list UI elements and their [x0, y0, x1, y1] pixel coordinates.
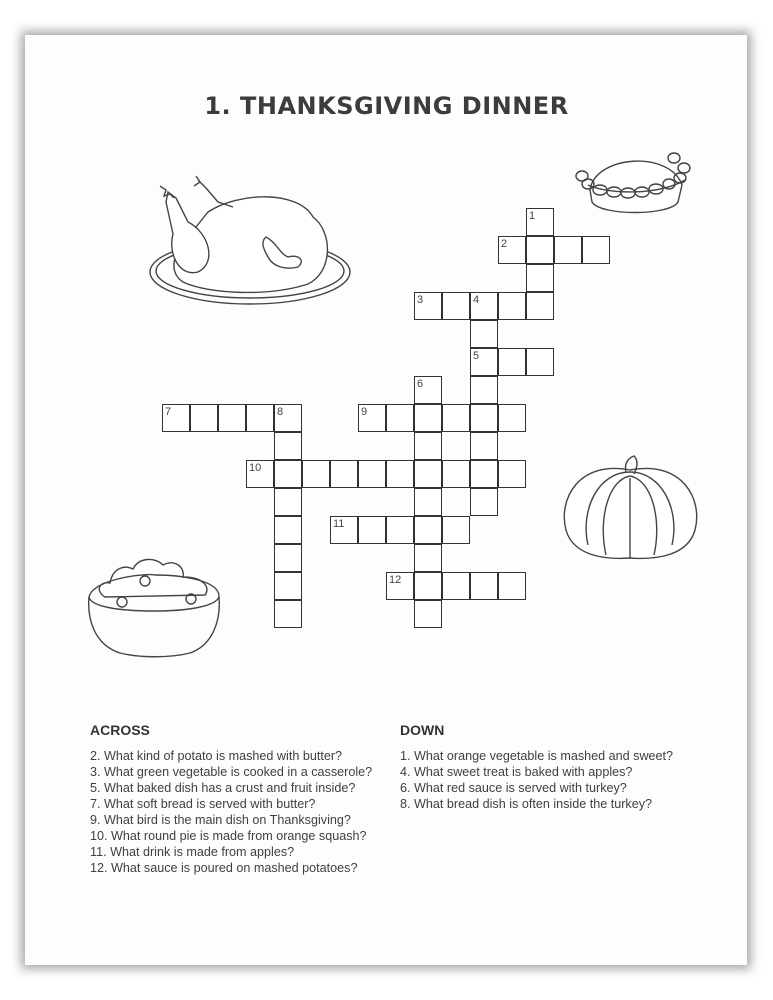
clue-number: 10.: [90, 829, 108, 843]
clue-number: 4.: [400, 765, 411, 779]
down-clue: [400, 748, 700, 764]
clue-text: What bread dish is often inside the turkey?: [414, 797, 653, 811]
crossword-cell[interactable]: [358, 516, 386, 544]
crossword-cell[interactable]: [414, 432, 442, 460]
down-clue: [400, 780, 700, 796]
crossword-cell[interactable]: [470, 404, 498, 432]
crossword-cell[interactable]: [358, 404, 386, 432]
clue-text: What orange vegetable is mashed and sweet?: [414, 749, 674, 763]
clue-number: 7: [165, 406, 172, 418]
crossword-cell[interactable]: [246, 404, 274, 432]
clue-number: 5: [473, 350, 480, 362]
crossword-cell[interactable]: [526, 208, 554, 236]
crossword-cell[interactable]: [498, 460, 526, 488]
crossword-cell[interactable]: [470, 572, 498, 600]
crossword-cell[interactable]: [274, 404, 302, 432]
across-clue: [90, 844, 390, 860]
crossword-cell[interactable]: [414, 516, 442, 544]
crossword-cell[interactable]: [274, 516, 302, 544]
crossword-cell[interactable]: [470, 488, 498, 516]
clue-number: 3.: [90, 765, 101, 779]
clue-text: What sauce is poured on mashed potatoes?: [111, 861, 358, 875]
crossword-cell[interactable]: [526, 264, 554, 292]
across-clue: [90, 860, 390, 876]
crossword-cell[interactable]: [386, 460, 414, 488]
crossword-cell[interactable]: [190, 404, 218, 432]
crossword-cell[interactable]: [470, 292, 498, 320]
across-clue: [90, 780, 390, 796]
clue-number: 11: [333, 518, 345, 530]
across-clue: [90, 748, 390, 764]
crossword-cell[interactable]: [386, 572, 414, 600]
clue-number: 11.: [90, 845, 107, 859]
crossword-cell[interactable]: [414, 404, 442, 432]
clue-number: 6: [417, 378, 424, 390]
crossword-cell[interactable]: [414, 488, 442, 516]
crossword-cell[interactable]: [498, 292, 526, 320]
clue-number: 7.: [90, 797, 101, 811]
clue-text: What drink is made from apples?: [110, 845, 295, 859]
crossword-cell[interactable]: [470, 376, 498, 404]
crossword-cell[interactable]: [386, 516, 414, 544]
down-heading: DOWN: [400, 722, 445, 738]
across-clues: [90, 722, 390, 876]
crossword-cell[interactable]: [442, 516, 470, 544]
down-clues: [400, 722, 700, 812]
across-heading: ACROSS: [90, 722, 150, 738]
crossword-cell[interactable]: [274, 544, 302, 572]
crossword-cell[interactable]: [498, 572, 526, 600]
crossword-cell[interactable]: [218, 404, 246, 432]
crossword-cell[interactable]: [582, 236, 610, 264]
crossword-cell[interactable]: [330, 516, 358, 544]
crossword-cell[interactable]: [274, 600, 302, 628]
clue-number: 2.: [90, 749, 101, 763]
crossword-cell[interactable]: [162, 404, 190, 432]
page-title: 1. THANKSGIVING DINNER: [204, 92, 569, 120]
clue-text: What kind of potato is mashed with butter?: [104, 749, 343, 763]
clue-number: 3: [417, 294, 424, 306]
crossword-cell[interactable]: [414, 600, 442, 628]
crossword-cell[interactable]: [442, 292, 470, 320]
crossword-cell[interactable]: [470, 348, 498, 376]
down-clue: [400, 764, 700, 780]
crossword-cell[interactable]: [526, 292, 554, 320]
crossword-cell[interactable]: [470, 460, 498, 488]
clue-number: 10: [249, 462, 262, 474]
clue-number: 12: [389, 574, 402, 586]
crossword-cell[interactable]: [526, 236, 554, 264]
clue-number: 6.: [400, 781, 411, 795]
clue-text: What sweet treat is baked with apples?: [414, 765, 633, 779]
crossword-cell[interactable]: [414, 572, 442, 600]
crossword-cell[interactable]: [274, 572, 302, 600]
crossword-cell[interactable]: [526, 348, 554, 376]
crossword-cell[interactable]: [442, 460, 470, 488]
crossword-cell[interactable]: [302, 460, 330, 488]
crossword-cell[interactable]: [498, 404, 526, 432]
clue-number: 9.: [90, 813, 101, 827]
crossword-cell[interactable]: [498, 348, 526, 376]
crossword-cell[interactable]: [414, 544, 442, 572]
crossword-cell[interactable]: [386, 404, 414, 432]
clue-number: 9: [361, 406, 368, 418]
crossword-cell[interactable]: [274, 460, 302, 488]
clue-number: 8.: [400, 797, 411, 811]
crossword-cell[interactable]: [414, 376, 442, 404]
crossword-cell[interactable]: [554, 236, 582, 264]
crossword-cell[interactable]: [358, 460, 386, 488]
clue-text: What baked dish has a crust and fruit inside?: [104, 781, 356, 795]
crossword-cell[interactable]: [274, 432, 302, 460]
clue-number: 2: [501, 238, 508, 250]
down-clue: [400, 796, 700, 812]
clue-number: 8: [277, 406, 284, 418]
across-clue: [90, 828, 390, 844]
crossword-cell[interactable]: [498, 236, 526, 264]
crossword-cell[interactable]: [470, 320, 498, 348]
across-clue: [90, 812, 390, 828]
clue-text: What red sauce is served with turkey?: [414, 781, 627, 795]
clue-number: 1: [529, 210, 536, 222]
crossword-cell[interactable]: [442, 404, 470, 432]
across-clue: [90, 796, 390, 812]
clue-number: 12.: [90, 861, 108, 875]
clue-text: What green vegetable is cooked in a casserole?: [104, 765, 373, 779]
crossword-cell[interactable]: [274, 488, 302, 516]
crossword-cell[interactable]: [330, 460, 358, 488]
crossword-cell[interactable]: [414, 460, 442, 488]
clue-text: What soft bread is served with butter?: [104, 797, 316, 811]
clue-number: 1.: [400, 749, 411, 763]
clue-text: What round pie is made from orange squash?: [111, 829, 367, 843]
crossword-cell[interactable]: [414, 292, 442, 320]
crossword-cell[interactable]: [470, 432, 498, 460]
clue-number: 4: [473, 294, 480, 306]
across-clue: [90, 764, 390, 780]
clue-number: 5.: [90, 781, 101, 795]
crossword-cell[interactable]: [442, 572, 470, 600]
clue-text: What bird is the main dish on Thanksgiving?: [104, 813, 351, 827]
crossword-cell[interactable]: [246, 460, 274, 488]
